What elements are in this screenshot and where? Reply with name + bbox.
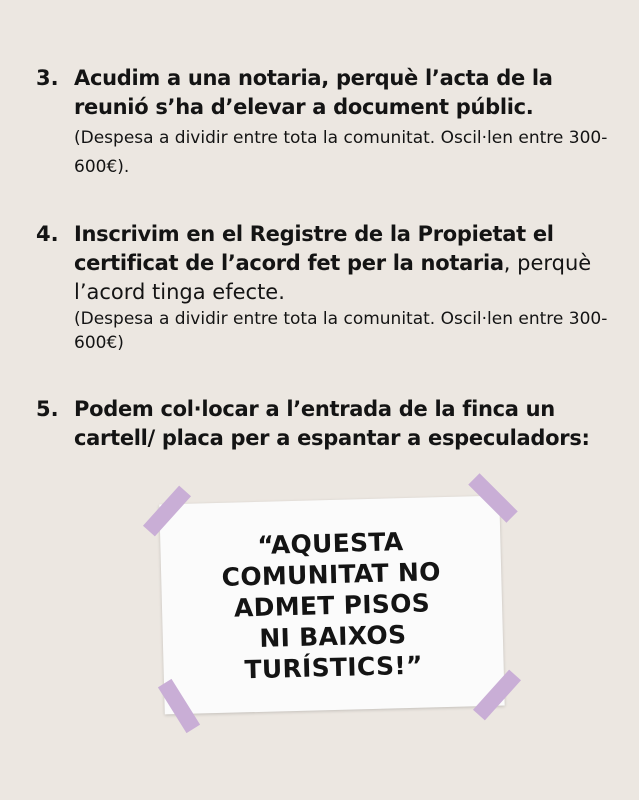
step-number: 5. — [36, 397, 59, 421]
step-text: , perquè l’acord tinga efecte. — [74, 251, 592, 304]
step-5 — [36, 395, 616, 453]
step-note: (Despesa a dividir entre tota la comunitat. Oscil·len entre 300-600€). — [74, 128, 608, 177]
step-bold-text: Podem col·locar a l’entrada de la finca un cartell/ placa per a espantar a especuladors: — [74, 397, 590, 450]
sign-line: ADMET PISOS — [233, 587, 431, 623]
sign-line: NI BAIXOS — [258, 619, 407, 653]
step-body — [74, 220, 616, 355]
step-body — [74, 64, 616, 180]
step-note: (Despesa a dividir entre tota la comunitat. Oscil·len entre 300-600€) — [74, 309, 608, 353]
step-3 — [36, 64, 616, 180]
sign-card — [159, 496, 504, 715]
sign-line: “AQUESTA — [256, 526, 404, 560]
sign-line: COMUNITAT NO — [221, 556, 442, 592]
step-bold-text: Inscrivim en el Registre de la Propietat el certificat de l’acord fet per la notaria — [74, 222, 554, 275]
step-body — [74, 395, 616, 453]
sign-line: TURÍSTICS!” — [244, 650, 424, 684]
step-bold-text: Acudim a una notaria, perquè l’acta de la reunió s’ha d’elevar a document públic. — [74, 66, 553, 119]
step-number: 4. — [36, 222, 59, 246]
step-4 — [36, 220, 616, 355]
sign-text — [220, 525, 443, 686]
step-number: 3. — [36, 66, 59, 90]
steps-list — [36, 64, 616, 493]
